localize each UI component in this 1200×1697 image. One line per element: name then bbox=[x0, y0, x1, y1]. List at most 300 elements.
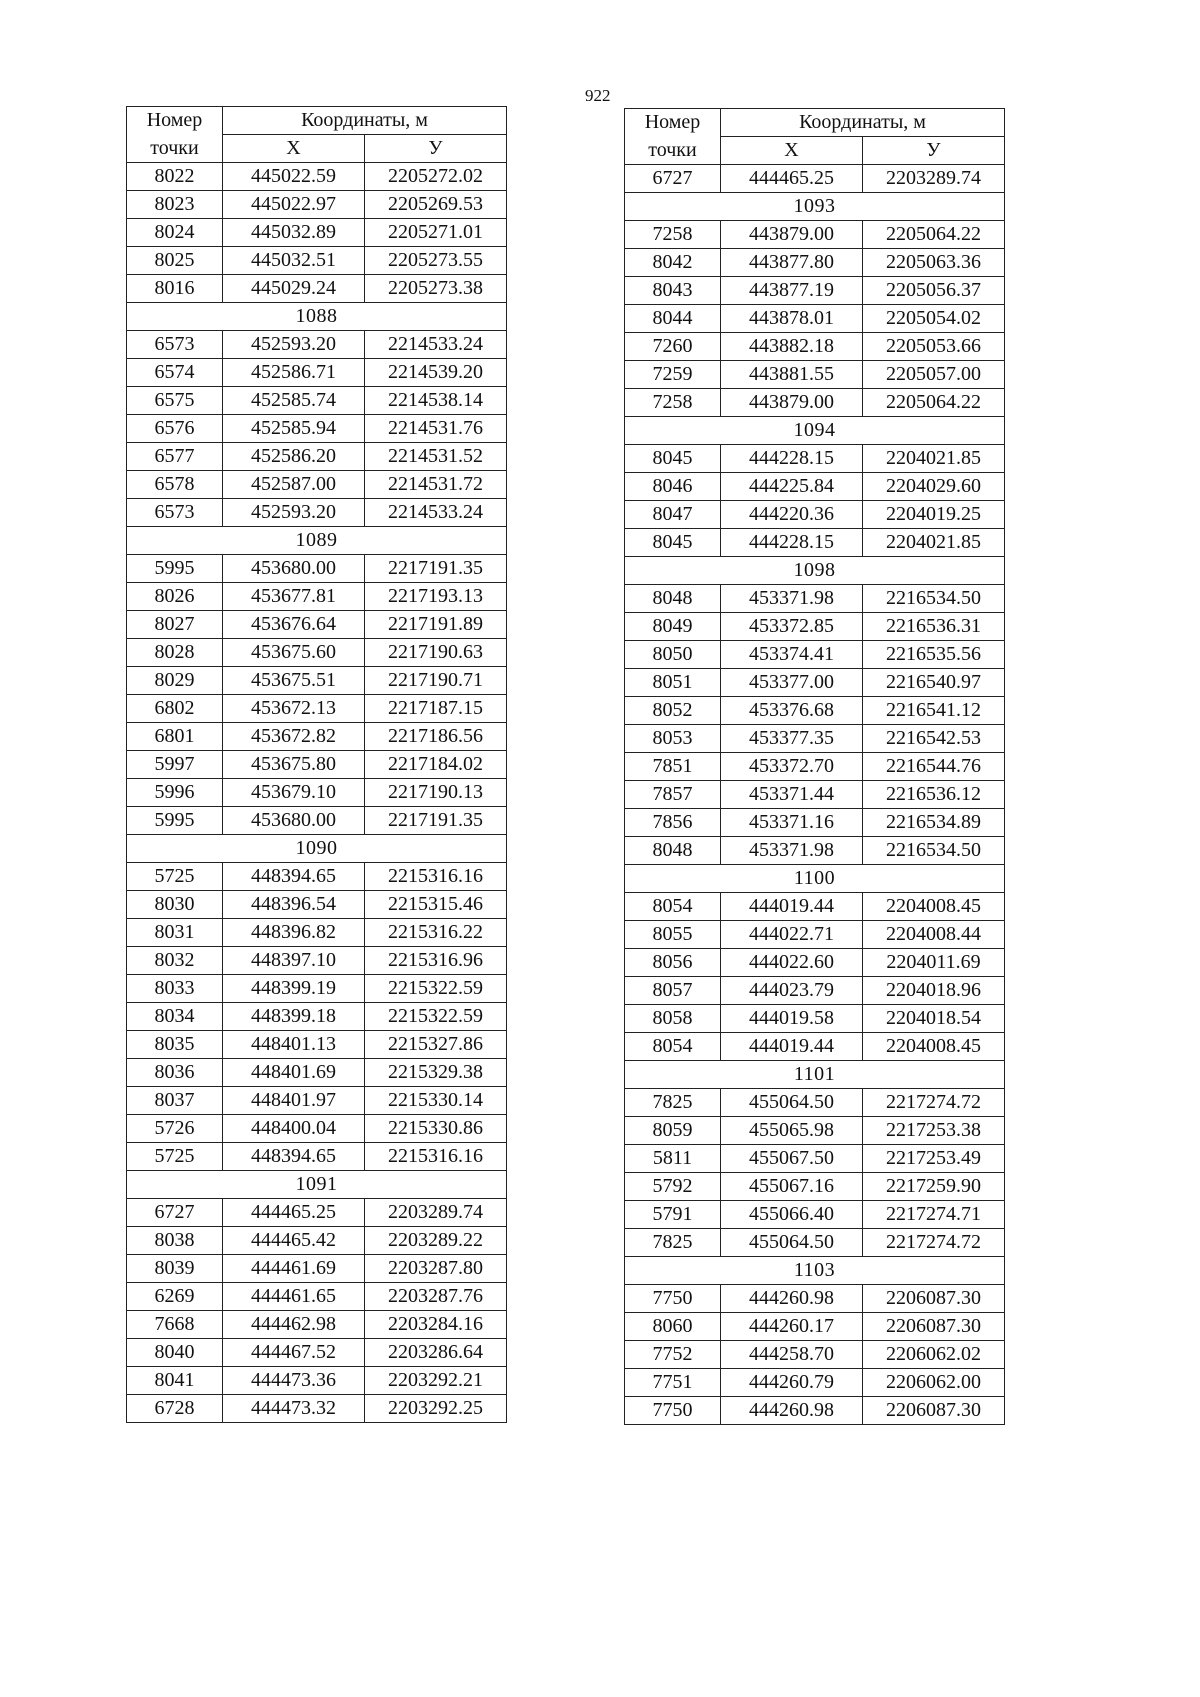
y-coordinate-cell: 2216542.53 bbox=[863, 725, 1005, 753]
point-number-header-line2: точки bbox=[625, 137, 721, 165]
x-coordinate-cell: 455067.50 bbox=[721, 1145, 863, 1173]
parcel-group-row bbox=[625, 865, 1005, 893]
parcel-number: 1103 bbox=[625, 1257, 1005, 1285]
x-column-header: X bbox=[721, 137, 863, 165]
y-coordinate-cell: 2204008.45 bbox=[863, 1033, 1005, 1061]
parcel-group-row bbox=[625, 1257, 1005, 1285]
parcel-number: 1098 bbox=[625, 557, 1005, 585]
table-row bbox=[127, 667, 507, 695]
point-number-cell: 8045 bbox=[625, 529, 721, 557]
y-coordinate-cell: 2214538.14 bbox=[365, 387, 507, 415]
point-number-cell: 8025 bbox=[127, 247, 223, 275]
table-row bbox=[127, 891, 507, 919]
y-coordinate-cell: 2217259.90 bbox=[863, 1173, 1005, 1201]
table-row bbox=[127, 1227, 507, 1255]
point-number-cell: 5997 bbox=[127, 751, 223, 779]
point-number-cell: 7825 bbox=[625, 1089, 721, 1117]
table-row bbox=[127, 1087, 507, 1115]
point-number-cell: 7258 bbox=[625, 221, 721, 249]
table-row bbox=[625, 1089, 1005, 1117]
y-coordinate-cell: 2215322.59 bbox=[365, 1003, 507, 1031]
x-coordinate-cell: 445032.89 bbox=[223, 219, 365, 247]
x-coordinate-cell: 452587.00 bbox=[223, 471, 365, 499]
point-number-cell: 8029 bbox=[127, 667, 223, 695]
point-number-cell: 7260 bbox=[625, 333, 721, 361]
x-coordinate-cell: 443881.55 bbox=[721, 361, 863, 389]
point-number-cell: 8044 bbox=[625, 305, 721, 333]
x-coordinate-cell: 448400.04 bbox=[223, 1115, 365, 1143]
y-coordinate-cell: 2206062.00 bbox=[863, 1369, 1005, 1397]
table-row bbox=[127, 583, 507, 611]
point-number-cell: 8040 bbox=[127, 1339, 223, 1367]
point-number-cell: 8023 bbox=[127, 191, 223, 219]
y-coordinate-cell: 2203292.21 bbox=[365, 1367, 507, 1395]
point-number-cell: 6576 bbox=[127, 415, 223, 443]
x-coordinate-cell: 444465.25 bbox=[223, 1199, 365, 1227]
y-coordinate-cell: 2205056.37 bbox=[863, 277, 1005, 305]
point-number-cell: 8054 bbox=[625, 1033, 721, 1061]
point-number-cell: 7856 bbox=[625, 809, 721, 837]
parcel-group-row bbox=[625, 557, 1005, 585]
x-coordinate-cell: 444225.84 bbox=[721, 473, 863, 501]
point-number-cell: 6578 bbox=[127, 471, 223, 499]
y-coordinate-cell: 2204008.44 bbox=[863, 921, 1005, 949]
y-coordinate-cell: 2206087.30 bbox=[863, 1313, 1005, 1341]
x-coordinate-cell: 453680.00 bbox=[223, 807, 365, 835]
y-coordinate-cell: 2214531.76 bbox=[365, 415, 507, 443]
y-coordinate-cell: 2214531.72 bbox=[365, 471, 507, 499]
table-row bbox=[127, 947, 507, 975]
table-row bbox=[625, 1341, 1005, 1369]
table-row bbox=[127, 1367, 507, 1395]
y-coordinate-cell: 2217253.38 bbox=[863, 1117, 1005, 1145]
point-number-cell: 8059 bbox=[625, 1117, 721, 1145]
y-coordinate-cell: 2215330.86 bbox=[365, 1115, 507, 1143]
point-number-cell: 6269 bbox=[127, 1283, 223, 1311]
table-row bbox=[625, 1117, 1005, 1145]
table-row bbox=[625, 277, 1005, 305]
point-number-cell: 8016 bbox=[127, 275, 223, 303]
table-row bbox=[127, 1255, 507, 1283]
x-coordinate-cell: 453376.68 bbox=[721, 697, 863, 725]
y-coordinate-cell: 2217274.71 bbox=[863, 1201, 1005, 1229]
x-coordinate-cell: 443879.00 bbox=[721, 389, 863, 417]
table-row bbox=[625, 501, 1005, 529]
x-coordinate-cell: 444023.79 bbox=[721, 977, 863, 1005]
x-coordinate-cell: 444462.98 bbox=[223, 1311, 365, 1339]
point-number-cell: 8036 bbox=[127, 1059, 223, 1087]
point-number-cell: 8032 bbox=[127, 947, 223, 975]
y-coordinate-cell: 2205273.38 bbox=[365, 275, 507, 303]
x-coordinate-cell: 444220.36 bbox=[721, 501, 863, 529]
point-number-cell: 8037 bbox=[127, 1087, 223, 1115]
x-coordinate-cell: 444022.60 bbox=[721, 949, 863, 977]
table-body bbox=[625, 165, 1005, 1425]
y-coordinate-cell: 2215316.22 bbox=[365, 919, 507, 947]
y-coordinate-cell: 2215316.96 bbox=[365, 947, 507, 975]
parcel-group-row bbox=[127, 527, 507, 555]
y-coordinate-cell: 2205057.00 bbox=[863, 361, 1005, 389]
y-coordinate-cell: 2215330.14 bbox=[365, 1087, 507, 1115]
table-row bbox=[625, 1145, 1005, 1173]
point-number-cell: 8047 bbox=[625, 501, 721, 529]
point-number-cell: 5996 bbox=[127, 779, 223, 807]
x-coordinate-cell: 445029.24 bbox=[223, 275, 365, 303]
parcel-group-row bbox=[127, 1171, 507, 1199]
parcel-number: 1090 bbox=[127, 835, 507, 863]
point-number-cell: 5725 bbox=[127, 863, 223, 891]
coordinates-header: Координаты, м bbox=[721, 109, 1005, 137]
table-row bbox=[625, 613, 1005, 641]
x-coordinate-cell: 445022.59 bbox=[223, 163, 365, 191]
point-number-cell: 8039 bbox=[127, 1255, 223, 1283]
point-number-cell: 8033 bbox=[127, 975, 223, 1003]
x-coordinate-cell: 453377.00 bbox=[721, 669, 863, 697]
point-number-cell: 8038 bbox=[127, 1227, 223, 1255]
point-number-header-line1: Номер bbox=[127, 107, 223, 135]
y-coordinate-cell: 2216536.12 bbox=[863, 781, 1005, 809]
point-number-cell: 8031 bbox=[127, 919, 223, 947]
point-number-cell: 8046 bbox=[625, 473, 721, 501]
x-coordinate-cell: 444019.44 bbox=[721, 893, 863, 921]
x-coordinate-cell: 448396.82 bbox=[223, 919, 365, 947]
y-coordinate-cell: 2217187.15 bbox=[365, 695, 507, 723]
y-coordinate-cell: 2217190.13 bbox=[365, 779, 507, 807]
x-coordinate-cell: 453371.98 bbox=[721, 837, 863, 865]
point-number-cell: 8057 bbox=[625, 977, 721, 1005]
x-coordinate-cell: 444022.71 bbox=[721, 921, 863, 949]
y-coordinate-cell: 2215329.38 bbox=[365, 1059, 507, 1087]
table-row bbox=[625, 1369, 1005, 1397]
y-coordinate-cell: 2204021.85 bbox=[863, 529, 1005, 557]
point-number-cell: 6575 bbox=[127, 387, 223, 415]
table-row bbox=[127, 1395, 507, 1423]
x-coordinate-cell: 452585.74 bbox=[223, 387, 365, 415]
table-row bbox=[127, 387, 507, 415]
y-coordinate-cell: 2214533.24 bbox=[365, 331, 507, 359]
point-number-cell: 8055 bbox=[625, 921, 721, 949]
table-row bbox=[127, 695, 507, 723]
point-number-cell: 8049 bbox=[625, 613, 721, 641]
point-number-cell: 8041 bbox=[127, 1367, 223, 1395]
point-number-cell: 8045 bbox=[625, 445, 721, 473]
y-coordinate-cell: 2203287.80 bbox=[365, 1255, 507, 1283]
x-coordinate-cell: 444260.17 bbox=[721, 1313, 863, 1341]
table-row bbox=[127, 219, 507, 247]
y-coordinate-cell: 2216534.50 bbox=[863, 837, 1005, 865]
y-coordinate-cell: 2217274.72 bbox=[863, 1089, 1005, 1117]
table-row bbox=[625, 1397, 1005, 1425]
y-coordinate-cell: 2214531.52 bbox=[365, 443, 507, 471]
point-number-cell: 8048 bbox=[625, 585, 721, 613]
x-coordinate-cell: 444260.79 bbox=[721, 1369, 863, 1397]
x-coordinate-cell: 448399.18 bbox=[223, 1003, 365, 1031]
table-row bbox=[127, 555, 507, 583]
point-number-cell: 6727 bbox=[127, 1199, 223, 1227]
y-coordinate-cell: 2216534.50 bbox=[863, 585, 1005, 613]
table-row bbox=[127, 275, 507, 303]
point-number-cell: 8027 bbox=[127, 611, 223, 639]
y-coordinate-cell: 2203289.22 bbox=[365, 1227, 507, 1255]
x-coordinate-cell: 444467.52 bbox=[223, 1339, 365, 1367]
x-coordinate-cell: 444019.58 bbox=[721, 1005, 863, 1033]
table-row bbox=[625, 1173, 1005, 1201]
table-row bbox=[625, 921, 1005, 949]
table-row bbox=[625, 753, 1005, 781]
y-coordinate-cell: 2204019.25 bbox=[863, 501, 1005, 529]
point-number-cell: 8028 bbox=[127, 639, 223, 667]
x-coordinate-cell: 452585.94 bbox=[223, 415, 365, 443]
x-coordinate-cell: 453374.41 bbox=[721, 641, 863, 669]
table-row bbox=[625, 1201, 1005, 1229]
y-coordinate-cell: 2216544.76 bbox=[863, 753, 1005, 781]
table-row bbox=[625, 781, 1005, 809]
table-row bbox=[127, 779, 507, 807]
table-row bbox=[127, 1031, 507, 1059]
y-coordinate-cell: 2215322.59 bbox=[365, 975, 507, 1003]
point-number-cell: 6573 bbox=[127, 499, 223, 527]
table-row bbox=[625, 949, 1005, 977]
y-coordinate-cell: 2217191.35 bbox=[365, 807, 507, 835]
table-row bbox=[127, 1003, 507, 1031]
point-number-cell: 5791 bbox=[625, 1201, 721, 1229]
point-number-cell: 6802 bbox=[127, 695, 223, 723]
y-coordinate-cell: 2203287.76 bbox=[365, 1283, 507, 1311]
y-coordinate-cell: 2204021.85 bbox=[863, 445, 1005, 473]
point-number-cell: 8060 bbox=[625, 1313, 721, 1341]
y-coordinate-cell: 2205273.55 bbox=[365, 247, 507, 275]
point-number-cell: 7857 bbox=[625, 781, 721, 809]
table-row bbox=[127, 359, 507, 387]
x-coordinate-cell: 453680.00 bbox=[223, 555, 365, 583]
y-coordinate-cell: 2215315.46 bbox=[365, 891, 507, 919]
x-coordinate-cell: 444461.65 bbox=[223, 1283, 365, 1311]
table-row bbox=[127, 191, 507, 219]
y-coordinate-cell: 2204011.69 bbox=[863, 949, 1005, 977]
table-row bbox=[127, 807, 507, 835]
point-number-cell: 7825 bbox=[625, 1229, 721, 1257]
x-coordinate-cell: 443877.80 bbox=[721, 249, 863, 277]
x-coordinate-cell: 453679.10 bbox=[223, 779, 365, 807]
x-coordinate-cell: 448401.13 bbox=[223, 1031, 365, 1059]
point-number-cell: 7750 bbox=[625, 1397, 721, 1425]
x-coordinate-cell: 448401.69 bbox=[223, 1059, 365, 1087]
y-coordinate-cell: 2204029.60 bbox=[863, 473, 1005, 501]
y-coordinate-cell: 2205054.02 bbox=[863, 305, 1005, 333]
y-coordinate-cell: 2217184.02 bbox=[365, 751, 507, 779]
x-coordinate-cell: 444473.36 bbox=[223, 1367, 365, 1395]
point-number-cell: 8030 bbox=[127, 891, 223, 919]
table-row bbox=[127, 1143, 507, 1171]
table-row bbox=[127, 751, 507, 779]
x-coordinate-cell: 453672.13 bbox=[223, 695, 365, 723]
x-coordinate-cell: 453677.81 bbox=[223, 583, 365, 611]
table-row bbox=[127, 1339, 507, 1367]
y-coordinate-cell: 2216535.56 bbox=[863, 641, 1005, 669]
y-coordinate-cell: 2203292.25 bbox=[365, 1395, 507, 1423]
x-coordinate-cell: 453371.44 bbox=[721, 781, 863, 809]
y-coordinate-cell: 2206087.30 bbox=[863, 1285, 1005, 1313]
x-coordinate-cell: 455065.98 bbox=[721, 1117, 863, 1145]
point-number-cell: 8035 bbox=[127, 1031, 223, 1059]
parcel-group-row bbox=[127, 835, 507, 863]
point-number-cell: 8048 bbox=[625, 837, 721, 865]
table-row bbox=[625, 221, 1005, 249]
y-coordinate-cell: 2205272.02 bbox=[365, 163, 507, 191]
table-row bbox=[127, 415, 507, 443]
table-row bbox=[127, 1199, 507, 1227]
point-number-cell: 7851 bbox=[625, 753, 721, 781]
point-number-cell: 5995 bbox=[127, 807, 223, 835]
x-coordinate-cell: 448396.54 bbox=[223, 891, 365, 919]
table-row bbox=[625, 893, 1005, 921]
table-row bbox=[625, 1005, 1005, 1033]
table-row bbox=[127, 723, 507, 751]
table-row bbox=[625, 1285, 1005, 1313]
x-coordinate-cell: 453675.51 bbox=[223, 667, 365, 695]
coordinates-header: Координаты, м bbox=[223, 107, 507, 135]
table-row bbox=[625, 529, 1005, 557]
point-number-cell: 8054 bbox=[625, 893, 721, 921]
x-coordinate-cell: 445022.97 bbox=[223, 191, 365, 219]
parcel-number: 1100 bbox=[625, 865, 1005, 893]
table-row bbox=[625, 585, 1005, 613]
y-coordinate-cell: 2217193.13 bbox=[365, 583, 507, 611]
point-number-cell: 8043 bbox=[625, 277, 721, 305]
y-coordinate-cell: 2215316.16 bbox=[365, 1143, 507, 1171]
x-coordinate-cell: 448399.19 bbox=[223, 975, 365, 1003]
x-coordinate-cell: 443877.19 bbox=[721, 277, 863, 305]
point-number-cell: 7751 bbox=[625, 1369, 721, 1397]
parcel-number: 1093 bbox=[625, 193, 1005, 221]
table-row bbox=[127, 919, 507, 947]
table-row bbox=[625, 1229, 1005, 1257]
y-coordinate-cell: 2205271.01 bbox=[365, 219, 507, 247]
y-column-header: У bbox=[365, 135, 507, 163]
x-coordinate-cell: 453371.16 bbox=[721, 809, 863, 837]
y-coordinate-cell: 2216541.12 bbox=[863, 697, 1005, 725]
point-number-cell: 7750 bbox=[625, 1285, 721, 1313]
parcel-group-row bbox=[625, 417, 1005, 445]
point-number-cell: 8053 bbox=[625, 725, 721, 753]
y-coordinate-cell: 2205064.22 bbox=[863, 389, 1005, 417]
parcel-number: 1089 bbox=[127, 527, 507, 555]
coordinates-table-left bbox=[126, 106, 507, 1423]
x-coordinate-cell: 453672.82 bbox=[223, 723, 365, 751]
table-row bbox=[625, 641, 1005, 669]
x-coordinate-cell: 444465.42 bbox=[223, 1227, 365, 1255]
table-row bbox=[625, 389, 1005, 417]
x-coordinate-cell: 445032.51 bbox=[223, 247, 365, 275]
x-coordinate-cell: 453676.64 bbox=[223, 611, 365, 639]
point-number-cell: 7752 bbox=[625, 1341, 721, 1369]
table-row bbox=[625, 445, 1005, 473]
x-coordinate-cell: 448394.65 bbox=[223, 1143, 365, 1171]
table-row bbox=[127, 499, 507, 527]
x-coordinate-cell: 452586.71 bbox=[223, 359, 365, 387]
table-body bbox=[127, 163, 507, 1423]
table-row bbox=[127, 247, 507, 275]
y-coordinate-cell: 2206087.30 bbox=[863, 1397, 1005, 1425]
point-number-cell: 5792 bbox=[625, 1173, 721, 1201]
point-number-cell: 5995 bbox=[127, 555, 223, 583]
y-coordinate-cell: 2204018.96 bbox=[863, 977, 1005, 1005]
x-coordinate-cell: 453372.85 bbox=[721, 613, 863, 641]
point-number-cell: 5811 bbox=[625, 1145, 721, 1173]
x-coordinate-cell: 453675.60 bbox=[223, 639, 365, 667]
x-column-header: X bbox=[223, 135, 365, 163]
y-coordinate-cell: 2216534.89 bbox=[863, 809, 1005, 837]
table-row bbox=[625, 809, 1005, 837]
table-row bbox=[625, 977, 1005, 1005]
x-coordinate-cell: 455064.50 bbox=[721, 1089, 863, 1117]
y-coordinate-cell: 2216536.31 bbox=[863, 613, 1005, 641]
table-row bbox=[127, 331, 507, 359]
point-number-cell: 8050 bbox=[625, 641, 721, 669]
x-coordinate-cell: 452593.20 bbox=[223, 331, 365, 359]
x-coordinate-cell: 444260.98 bbox=[721, 1397, 863, 1425]
table-row bbox=[127, 975, 507, 1003]
point-number-cell: 8034 bbox=[127, 1003, 223, 1031]
y-coordinate-cell: 2203286.64 bbox=[365, 1339, 507, 1367]
table-row bbox=[625, 1313, 1005, 1341]
y-column-header: У bbox=[863, 137, 1005, 165]
y-coordinate-cell: 2206062.02 bbox=[863, 1341, 1005, 1369]
y-coordinate-cell: 2216540.97 bbox=[863, 669, 1005, 697]
table-row bbox=[625, 725, 1005, 753]
page-number: 922 bbox=[585, 86, 611, 105]
x-coordinate-cell: 455064.50 bbox=[721, 1229, 863, 1257]
x-coordinate-cell: 453372.70 bbox=[721, 753, 863, 781]
table-row bbox=[625, 697, 1005, 725]
y-coordinate-cell: 2204018.54 bbox=[863, 1005, 1005, 1033]
table-row bbox=[127, 1059, 507, 1087]
y-coordinate-cell: 2203284.16 bbox=[365, 1311, 507, 1339]
point-number-cell: 6577 bbox=[127, 443, 223, 471]
parcel-group-row bbox=[127, 303, 507, 331]
x-coordinate-cell: 444461.69 bbox=[223, 1255, 365, 1283]
x-coordinate-cell: 452586.20 bbox=[223, 443, 365, 471]
point-number-cell: 6574 bbox=[127, 359, 223, 387]
table-row bbox=[625, 837, 1005, 865]
y-coordinate-cell: 2217274.72 bbox=[863, 1229, 1005, 1257]
parcel-number: 1088 bbox=[127, 303, 507, 331]
y-coordinate-cell: 2203289.74 bbox=[365, 1199, 507, 1227]
table-row bbox=[127, 1311, 507, 1339]
parcel-group-row bbox=[625, 193, 1005, 221]
y-coordinate-cell: 2205063.36 bbox=[863, 249, 1005, 277]
table-row bbox=[625, 669, 1005, 697]
x-coordinate-cell: 444228.15 bbox=[721, 445, 863, 473]
x-coordinate-cell: 444260.98 bbox=[721, 1285, 863, 1313]
point-number-cell: 8058 bbox=[625, 1005, 721, 1033]
table-row bbox=[625, 1033, 1005, 1061]
y-coordinate-cell: 2214539.20 bbox=[365, 359, 507, 387]
point-number-header-line2: точки bbox=[127, 135, 223, 163]
parcel-number: 1101 bbox=[625, 1061, 1005, 1089]
y-coordinate-cell: 2217190.71 bbox=[365, 667, 507, 695]
point-number-cell: 5726 bbox=[127, 1115, 223, 1143]
point-number-cell: 8042 bbox=[625, 249, 721, 277]
x-coordinate-cell: 443878.01 bbox=[721, 305, 863, 333]
x-coordinate-cell: 455067.16 bbox=[721, 1173, 863, 1201]
point-number-cell: 6801 bbox=[127, 723, 223, 751]
y-coordinate-cell: 2217191.35 bbox=[365, 555, 507, 583]
x-coordinate-cell: 455066.40 bbox=[721, 1201, 863, 1229]
x-coordinate-cell: 444019.44 bbox=[721, 1033, 863, 1061]
y-coordinate-cell: 2215316.16 bbox=[365, 863, 507, 891]
parcel-number: 1094 bbox=[625, 417, 1005, 445]
